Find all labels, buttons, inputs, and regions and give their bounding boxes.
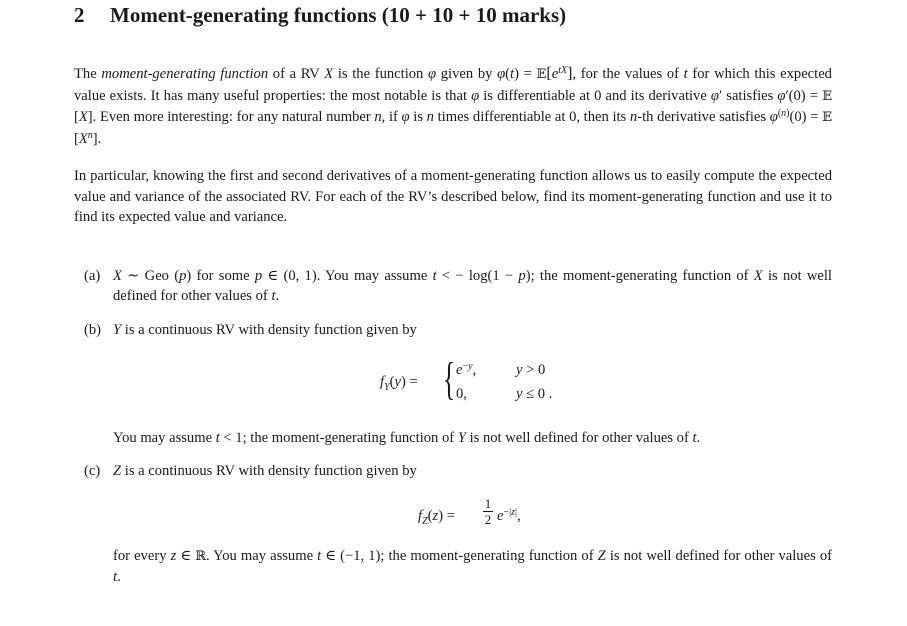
intro-paragraph-2: In particular, knowing the first and second derivatives of a moment-generating function allows us to easily compute the expected value and variance of the associated RV. For each of the RV’s described below, find its moment-generating function and use it to find its expected value and variance. — [74, 168, 832, 225]
part-a-label: (a) — [84, 268, 101, 284]
section-title: Moment-generating functions (10 + 10 + 10 marks) — [110, 3, 567, 27]
section-number: 2 — [74, 3, 85, 27]
density-equation-y: $f_Y(y)$ = { $e^{-y}$, 0, y > 0 y ≤ 0 . — [380, 353, 553, 404]
part-b-label: (b) — [84, 322, 102, 338]
section-heading — [74, 3, 566, 28]
intro-paragraph-1: The moment-generating function of a RV X is the function φ given by $\varphi(t) = 𝔼[e^{tX}]$, for the values of t for which this expected value exists. It has many useful properties: the most notable is that φ is differentiable at 0 and its derivative φ′ satisfies φ′(0) = 𝔼 [X]. Even more interesting: for any natural number n, if φ is n times differentiable at 0, then its n-th derivative satisfies $\varphi^{(n)}(0)$ = 𝔼 $[X^n]$. — [74, 65, 832, 147]
part-b-assumption: You may assume t < 1; the moment-generating function of Y is not well defined for other values of t. — [113, 430, 701, 446]
part-c — [84, 461, 832, 481]
part-b — [84, 320, 832, 340]
density-equation-z: $f_Z(z)$ = $\frac{1}{2}$ $e^{-|z|}$, — [418, 496, 521, 527]
part-b-text: Y is a continuous RV with density function given by — [113, 322, 417, 338]
term-definition: moment-generating function — [101, 66, 269, 82]
part-c-label: (c) — [84, 463, 101, 479]
part-c-assumption: for every z ∈ ℝ. You may assume t ∈ (−1, 1); the moment-generating function of Z is not well defined for other values of t. — [113, 548, 832, 585]
part-a — [84, 266, 832, 306]
part-c-text: Z is a continuous RV with density function given by — [113, 463, 417, 479]
part-a-text: X ∼ Geo (p) for some p ∈ (0, 1). You may assume t < − log(1 − p); the moment-generating function of X is not well defined for other values of t. — [113, 268, 832, 304]
